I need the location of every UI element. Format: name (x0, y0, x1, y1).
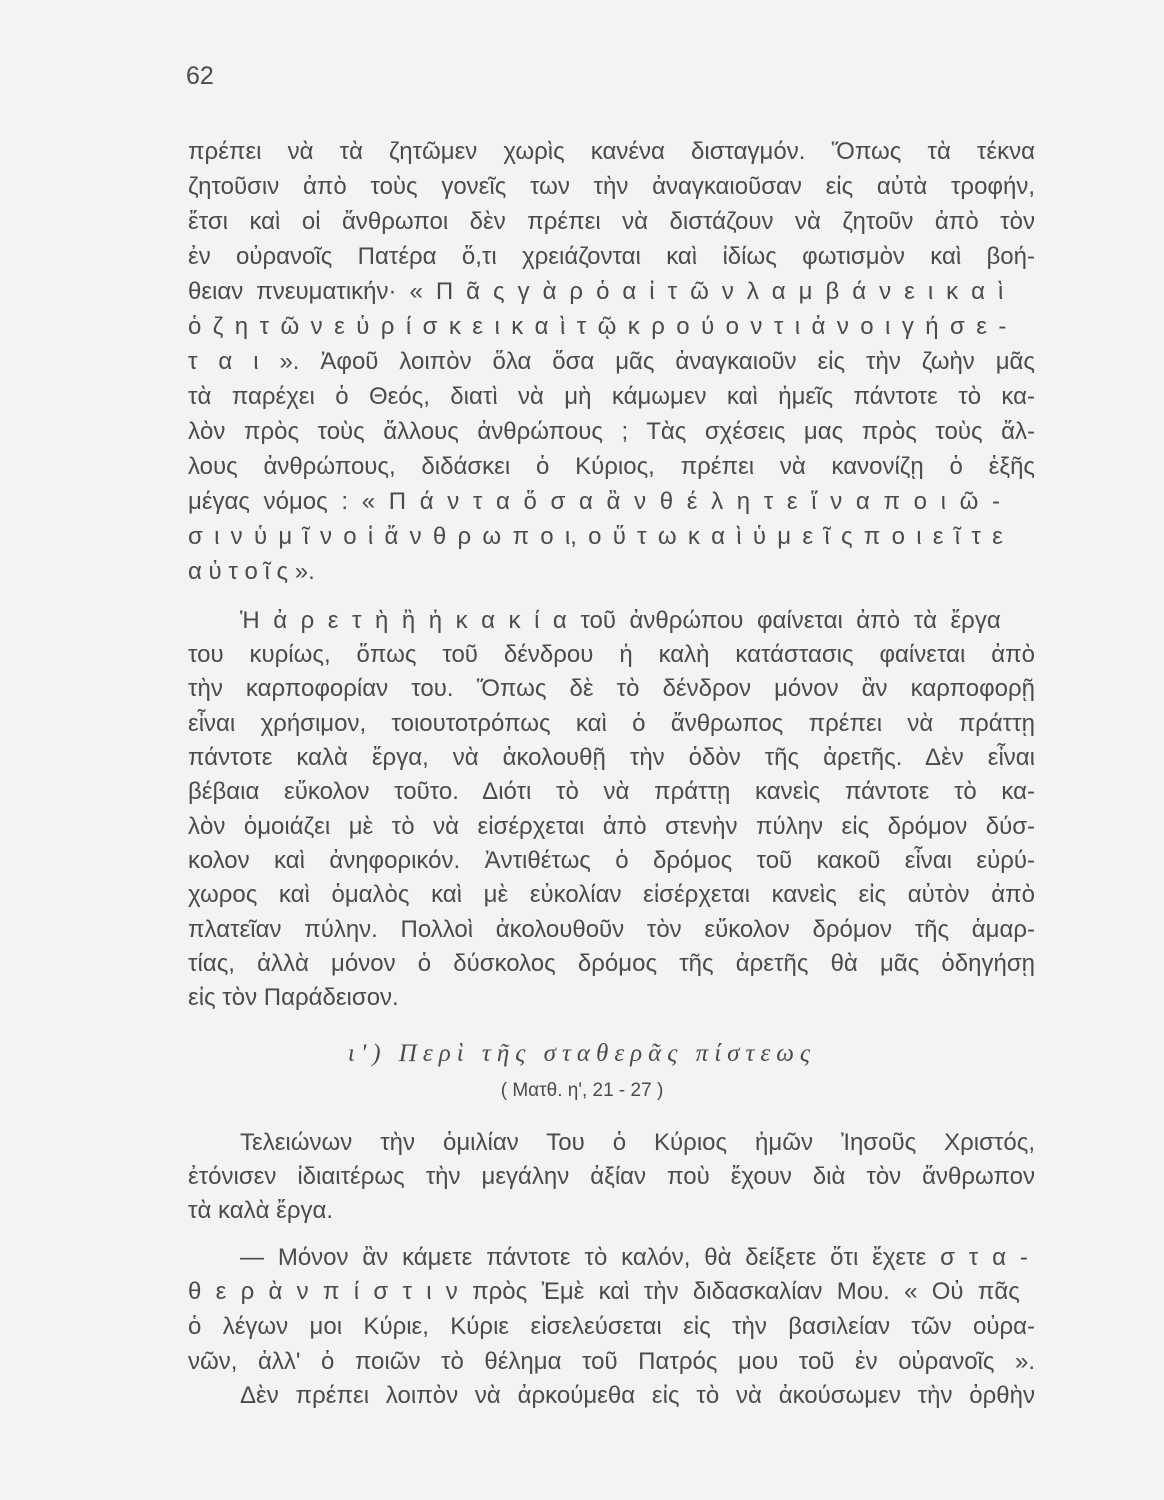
text-line: σ ι ν ὑ μ ῖ ν ο ἱ ἄ ν θ ρ ω π ο ι, ο ὕ τ ω κ α ὶ ὑ μ ε ῖ ς π ο ι ε ῖ τ ε (188, 523, 1003, 550)
text-line: — Μόνον ἂν κάμετε πάντοτε τὸ καλόν, θὰ δείξετε ὅτι ἔχετε σ τ α - (240, 1244, 1028, 1271)
text-line: α ὐ τ ο ῖ ς ». (188, 558, 315, 585)
text-line: Τελειώνων τὴν ὁμιλίαν Του ὁ Κύριος ἡμῶν Ἰησοῦς Χριστός, (240, 1129, 1035, 1156)
text-line: Δὲν πρέπει λοιπὸν νὰ ἀρκούμεθα εἰς τὸ νὰ ἀκούσωμεν τὴν ὀρθὴν (240, 1382, 1035, 1409)
text-line: χωρος καὶ ὁμαλὸς καὶ μὲ εὐκολίαν εἰσέρχεται κανεὶς εἰς αὐτὸν ἀπὸ (188, 881, 1035, 908)
text-line: τ α ι ». Ἀφοῦ λοιπὸν ὅλα ὅσα μᾶς ἀναγκαιοῦν εἰς τὴν ζωὴν μᾶς (188, 348, 1035, 375)
section-heading: ι') Περὶ τῆς σταθερᾶς πίστεως (347, 1040, 817, 1067)
text-line: βέβαια εὔκολον τοῦτο. Διότι τὸ νὰ πράττῃ κανεὶς πάντοτε τὸ κα- (188, 778, 1035, 805)
text-line: θ ε ρ ὰ ν π ί σ τ ι ν πρὸς Ἐμὲ καὶ τὴν διδασκαλίαν Μου. « Οὐ πᾶς (188, 1278, 1020, 1305)
text-line: ἔτσι καὶ οἱ ἄνθρωποι δὲν πρέπει νὰ διστάζουν νὰ ζητοῦν ἀπὸ τὸν (188, 208, 1035, 235)
text-line: πλατεῖαν πύλην. Πολλοὶ ἀκολουθοῦν τὸν εὔκολον δρόμον τῆς ἁμαρ- (188, 916, 1035, 943)
text-line: εἰς τὸν Παράδεισον. (188, 984, 399, 1011)
text-line: πάντοτε καλὰ ἔργα, νὰ ἀκολουθῇ τὴν ὁδὸν τῆς ἀρετῆς. Δὲν εἶναι (188, 744, 1035, 771)
text-line: ὁ ζ η τ ῶ ν ε ὑ ρ ί σ κ ε ι κ α ὶ τ ῷ κ ρ ο ύ ο ν τ ι ἀ ν ο ι γ ή σ ε - (188, 313, 1007, 340)
text-line: πρέπει νὰ τὰ ζητῶμεν χωρὶς κανένα δισταγμόν. Ὅπως τὰ τέκνα (188, 138, 1035, 165)
text-line: Ἡ ἀ ρ ε τ ὴ ἢ ἡ κ α κ ί α τοῦ ἀνθρώπου φαίνεται ἀπὸ τὰ ἔργα (240, 607, 1001, 634)
text-line: εἶναι χρήσιμον, τοιουτοτρόπως καὶ ὁ ἄνθρωπος πρέπει νὰ πράττῃ (188, 710, 1035, 737)
text-line: λους ἀνθρώπους, διδάσκει ὁ Κύριος, πρέπει νὰ κανονίζῃ ὁ ἑξῆς (188, 453, 1035, 480)
text-line: τὰ παρέχει ὁ Θεός, διατὶ νὰ μὴ κάμωμεν καὶ ἡμεῖς πάντοτε τὸ κα- (188, 383, 1035, 410)
text-line: ἐν οὐρανοῖς Πατέρα ὅ,τι χρειάζονται καὶ ἰδίως φωτισμὸν καὶ βοή- (188, 243, 1035, 270)
text-line: νῶν, ἀλλ' ὁ ποιῶν τὸ θέλημα τοῦ Πατρός μου τοῦ ἐν οὐρανοῖς ». (188, 1348, 1035, 1375)
page-number: 62 (186, 62, 214, 90)
text-line: ὁ λέγων μοι Κύριε, Κύριε εἰσελεύσεται εἰς τὴν βασιλείαν τῶν οὐρα- (188, 1313, 1035, 1340)
text-line: ζητοῦσιν ἀπὸ τοὺς γονεῖς των τὴν ἀναγκαιοῦσαν εἰς αὐτὰ τροφήν, (188, 173, 1035, 200)
text-line: θειαν πνευματικήν· « Π ᾶ ς γ ὰ ρ ὁ α ἰ τ ῶ ν λ α μ β ά ν ε ι κ α ὶ (188, 278, 1004, 305)
scripture-reference: ( Ματθ. η', 21 - 27 ) (500, 1080, 664, 1101)
text-line: ἐτόνισεν ἰδιαιτέρως τὴν μεγάλην ἀξίαν ποὺ ἔχουν διὰ τὸν ἄνθρωπον (188, 1163, 1035, 1190)
text-line: λὸν ὁμοιάζει μὲ τὸ νὰ εἰσέρχεται ἀπὸ στενὴν πύλην εἰς δρόμον δύσ- (188, 813, 1035, 840)
text-line: τίας, ἀλλὰ μόνον ὁ δύσκολος δρόμος τῆς ἀρετῆς θὰ μᾶς ὁδηγήσῃ (188, 950, 1035, 977)
text-line: κολον καὶ ἀνηφορικόν. Ἀντιθέτως ὁ δρόμος τοῦ κακοῦ εἶναι εὐρύ- (188, 847, 1035, 874)
text-line: τὰ καλὰ ἔργα. (188, 1197, 334, 1224)
text-line: μέγας νόμος : « Π ά ν τ α ὅ σ α ἂ ν θ έ λ η τ ε ἵ ν α π ο ι ῶ - (188, 488, 1001, 515)
text-line: του κυρίως, ὅπως τοῦ δένδρου ἡ καλὴ κατάστασις φαίνεται ἀπὸ (188, 641, 1035, 668)
text-line: τὴν καρποφορίαν του. Ὅπως δὲ τὸ δένδρον μόνον ἂν καρποφορῇ (188, 675, 1035, 702)
text-line: λὸν πρὸς τοὺς ἄλλους ἀνθρώπους ; Τὰς σχέσεις μας πρὸς τοὺς ἄλ- (188, 418, 1035, 445)
